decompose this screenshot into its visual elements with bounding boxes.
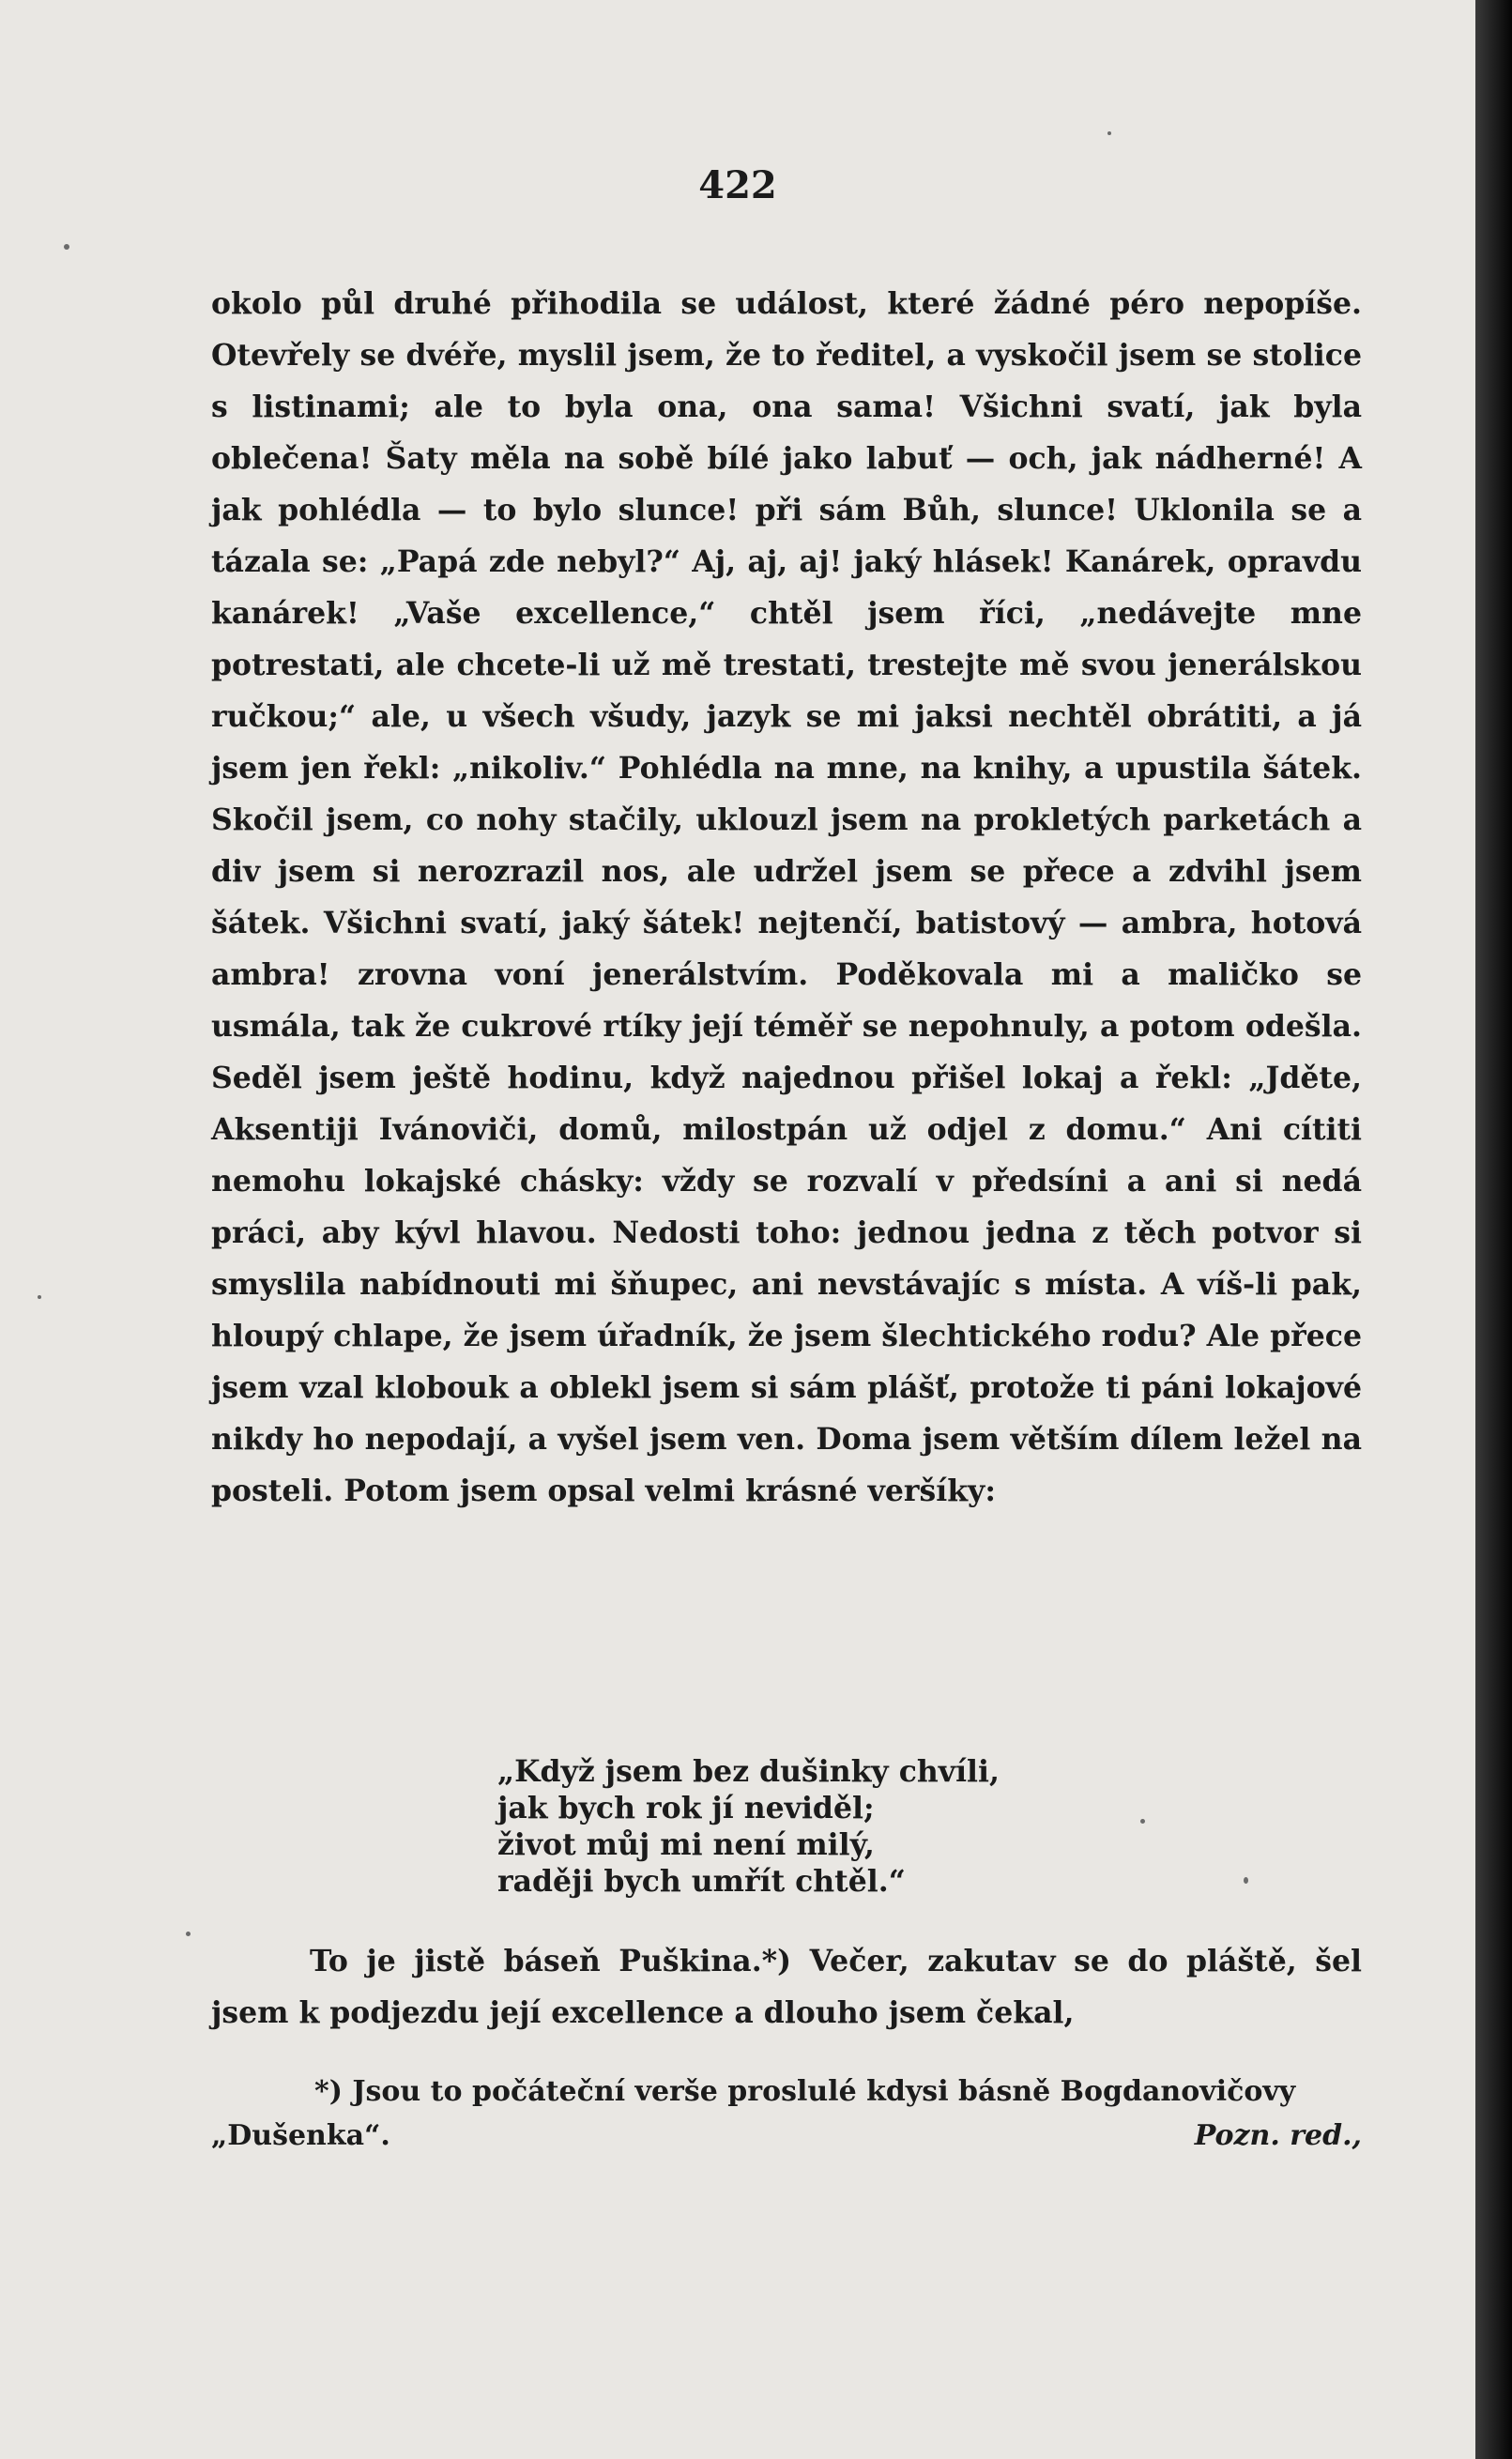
paper-speck — [1107, 131, 1111, 135]
footnote-attribution: Pozn. red., — [1194, 2119, 1362, 2152]
page-number: 422 — [698, 163, 777, 207]
poem-line: život můj mi není milý, — [497, 1827, 875, 1862]
paragraph-1: okolo půl druhé přihodila se událost, které žádné péro nepopíše. Otevřely se dvéře, myslil jsem, že to ředitel, a vyskočil jsem se stolice s listinami; ale to byla ona, ona sama! Všichni svatí, jak byla oblečena! Šaty měla na sobě bílé jako labuť — och, jak nádherné! A jak pohlédla — to bylo slunce! při sám Bůh, slunce! Uklonila se a tázala se: „Papá zde nebyl?“ Aj, aj, aj! jaký hlásek! Kanárek, opravdu kanárek! „Vaše excellence,“ chtěl jsem říci, „nedávejte mne potrestati, ale chcete-li už mě trestati, trestejte mě svou jenerálskou ručkou;“ ale, u všech všudy, jazyk se mi jaksi nechtěl obrátiti, a já jsem jen řekl: „nikoliv.“ Pohlédla na mne, na knihy, a upustila šátek. Skočil jsem, co nohy stačily, uklouzl jsem na prokletých parketách a div jsem si nerozrazil nos, ale udržel jsem se přece a zdvihl jsem šátek. Všichni svatí, jaký šátek! nejtenčí, batistový — ambra, hotová ambra! zrovna voní jenerálstvím. Poděkovala mi a maličko se usmála, tak že cukrové rtíky její téměř se nepohnuly, a potom odešla. Seděl jsem ještě hodinu, když najednou přišel lokaj a řekl: „Jděte, Aksentiji Ivánoviči, domů, milostpán už odjel z domu.“ Ani cítiti nemohu lokajské chásky: vždy se rozvalí v předsíni a ani si nedá práci, aby kývl hlavou. Nedosti toho: jednou jedna z těch potvor si smyslila nabídnouti mi šňupec, ani nevstávajíc s místa. A víš-li pak, hloupý chlape, že jsem úřadník, že jsem šlechtického rodu? Ale přece jsem vzal klobouk a oblekl jsem si sám plášť, protože ti páni lokajové nikdy ho nepodají, a vyšel jsem ven. Doma jsem větším dílem ležel na posteli. Potom jsem opsal velmi krásné veršíky: — [211, 286, 1362, 1508]
poem-stanza — [497, 1753, 1000, 1900]
poem-line: jak bych rok jí neviděl; — [497, 1791, 875, 1825]
page-edge-shadow — [1475, 0, 1512, 2459]
paper-speck — [1244, 1877, 1248, 1884]
poem-line: „Když jsem bez dušinky chvíli, — [497, 1754, 1000, 1789]
poem-line: raději bych umřít chtěl.“ — [497, 1864, 906, 1899]
paper-speck — [38, 1295, 41, 1299]
paper-speck — [1140, 1819, 1145, 1824]
paper-speck — [186, 1932, 191, 1936]
footnote — [211, 2070, 1362, 2158]
footnote-text: *) Jsou to počáteční verše proslulé kdysi básně Bogdanovičovy „Dušenka“. — [211, 2075, 1296, 2152]
paper-speck — [64, 244, 69, 250]
second-paragraph — [211, 1935, 1362, 2039]
main-paragraph — [211, 278, 1362, 1517]
paragraph-2: To je jistě báseň Puškina.*) Večer, zakutav se do pláště, šel jsem k podjezdu její excellence a dlouho jsem čekal, — [211, 1944, 1362, 2030]
